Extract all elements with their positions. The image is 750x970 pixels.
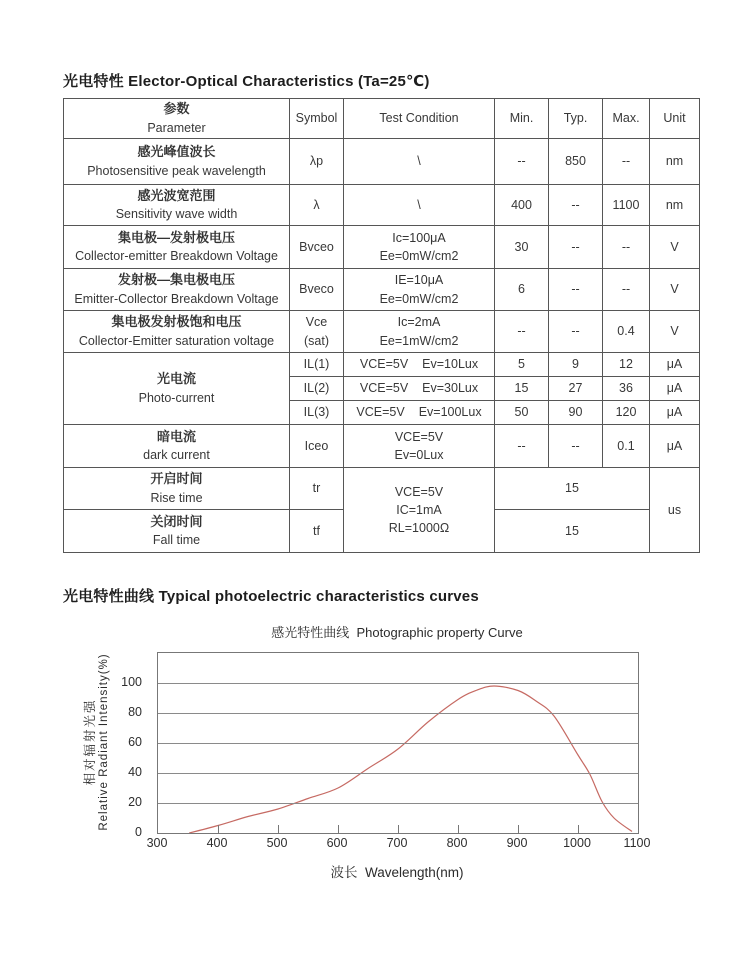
unit-cell: nm — [650, 139, 700, 185]
x-axis-label: 波长 Wavelength(nm) — [330, 865, 464, 880]
typ-cell: -- — [549, 269, 603, 311]
y-tick-label-100: 100 — [121, 675, 142, 689]
typ-cell: 27 — [549, 377, 603, 401]
typ-cell: -- — [549, 425, 603, 468]
min-cell: 30 — [495, 226, 549, 269]
symbol-cell: IL(1) — [290, 353, 344, 377]
param-cell: 开启时间 Rise time — [64, 468, 290, 510]
gridline-100 — [158, 683, 638, 684]
condition-cell: VCE=5V Ev=100Lux — [344, 401, 495, 425]
y-tick-label-80: 80 — [128, 705, 142, 719]
symbol-cell: IL(3) — [290, 401, 344, 425]
header-parameter: 参数 Parameter — [64, 99, 290, 139]
min-cell: 15 — [495, 377, 549, 401]
x-tick-mark-600 — [338, 825, 339, 833]
condition-cell: Ic=2mA Ee=1mW/cm2 — [344, 311, 495, 353]
max-cell: 36 — [603, 377, 650, 401]
x-tick-mark-500 — [278, 825, 279, 833]
param-cell: 感光波宽范围 Sensitivity wave width — [64, 185, 290, 226]
min-cell: 400 — [495, 185, 549, 226]
plot-area — [157, 652, 639, 834]
unit-cell: V — [650, 311, 700, 353]
x-tick-mark-700 — [398, 825, 399, 833]
symbol-cell: Vce (sat) — [290, 311, 344, 353]
table-row — [64, 269, 700, 311]
x-tick-label-300: 300 — [146, 836, 168, 850]
table-row — [64, 425, 700, 468]
param-cell: 关闭时间 Fall time — [64, 510, 290, 553]
symbol-cell: Bveco — [290, 269, 344, 311]
symbol-cell: Iceo — [290, 425, 344, 468]
value-cell-rise: 15 — [495, 468, 650, 510]
gridline-40 — [158, 773, 638, 774]
min-cell: -- — [495, 139, 549, 185]
value-cell-fall: 15 — [495, 510, 650, 553]
min-cell: -- — [495, 311, 549, 353]
max-cell: 12 — [603, 353, 650, 377]
gridline-80 — [158, 713, 638, 714]
y-axis-label-en: Relative Radiant Intensity(%) — [98, 653, 110, 831]
table-row — [64, 353, 700, 377]
max-cell: -- — [603, 226, 650, 269]
max-cell: -- — [603, 139, 650, 185]
electro-optical-section-title: 光电特性 Elector-Optical Characteristics (Ta=25℃) — [63, 73, 430, 90]
y-tick-label-40: 40 — [128, 765, 142, 779]
unit-cell: μA — [650, 401, 700, 425]
unit-cell: μA — [650, 353, 700, 377]
x-tick-mark-800 — [458, 825, 459, 833]
param-cell: 感光峰值波长 Photosensitive peak wavelength — [64, 139, 290, 185]
header-min: Min. — [495, 99, 549, 139]
condition-cell: \ — [344, 139, 495, 185]
param-cell: 发射极—集电极电压 Emitter-Collector Breakdown Voltage — [64, 269, 290, 311]
min-cell: 5 — [495, 353, 549, 377]
symbol-cell: Bvceo — [290, 226, 344, 269]
condition-cell: \ — [344, 185, 495, 226]
min-cell: 50 — [495, 401, 549, 425]
condition-cell: VCE=5V Ev=30Lux — [344, 377, 495, 401]
unit-cell-time: us — [650, 468, 700, 553]
param-cell: 集电极发射极饱和电压 Collector-Emitter saturation voltage — [64, 311, 290, 353]
x-tick-label-500: 500 — [266, 836, 288, 850]
unit-cell: V — [650, 269, 700, 311]
gridline-60 — [158, 743, 638, 744]
typ-cell: 850 — [549, 139, 603, 185]
table-header-row — [64, 99, 700, 139]
header-symbol: Symbol — [290, 99, 344, 139]
symbol-cell: tf — [290, 510, 344, 553]
min-cell: 6 — [495, 269, 549, 311]
table-row — [64, 185, 700, 226]
x-tick-label-700: 700 — [386, 836, 408, 850]
max-cell: 0.4 — [603, 311, 650, 353]
y-axis-label-cn: 相对辐射光强 — [83, 698, 97, 786]
electro-optical-characteristics-table — [63, 98, 700, 553]
min-cell: -- — [495, 425, 549, 468]
max-cell: 120 — [603, 401, 650, 425]
header-typ: Typ. — [549, 99, 603, 139]
x-tick-label-600: 600 — [326, 836, 348, 850]
y-tick-label-20: 20 — [128, 795, 142, 809]
x-tick-label-900: 900 — [506, 836, 528, 850]
param-cell-photo-current: 光电流 Photo-current — [64, 353, 290, 425]
x-tick-label-1100: 1100 — [623, 836, 651, 850]
header-max: Max. — [603, 99, 650, 139]
chart-title: 感光特性曲线 Photographic property Curve — [271, 625, 523, 640]
max-cell: -- — [603, 269, 650, 311]
table-row — [64, 468, 700, 510]
condition-cell: IE=10μA Ee=0mW/cm2 — [344, 269, 495, 311]
header-unit: Unit — [650, 99, 700, 139]
typ-cell: -- — [549, 185, 603, 226]
unit-cell: μA — [650, 425, 700, 468]
unit-cell: nm — [650, 185, 700, 226]
x-tick-mark-900 — [518, 825, 519, 833]
gridline-20 — [158, 803, 638, 804]
symbol-cell: λ — [290, 185, 344, 226]
x-tick-label-400: 400 — [206, 836, 228, 850]
param-cell: 暗电流 dark current — [64, 425, 290, 468]
condition-cell: VCE=5V Ev=10Lux — [344, 353, 495, 377]
response-curve — [189, 686, 632, 833]
x-tick-label-1000: 1000 — [563, 836, 591, 850]
unit-cell: V — [650, 226, 700, 269]
curves-section-title: 光电特性曲线 Typical photoelectric characteristics curves — [63, 588, 479, 605]
param-cell: 集电极—发射极电压 Collector-emitter Breakdown Voltage — [64, 226, 290, 269]
x-tick-label-800: 800 — [446, 836, 468, 850]
header-test-condition: Test Condition — [344, 99, 495, 139]
typ-cell: 90 — [549, 401, 603, 425]
symbol-cell: λp — [290, 139, 344, 185]
condition-cell: VCE=5V Ev=0Lux — [344, 425, 495, 468]
condition-cell: Ic=100μA Ee=0mW/cm2 — [344, 226, 495, 269]
y-tick-label-60: 60 — [128, 735, 142, 749]
table-row — [64, 139, 700, 185]
condition-cell-rise-fall: VCE=5V IC=1mA RL=1000Ω — [344, 468, 495, 553]
max-cell: 0.1 — [603, 425, 650, 468]
y-tick-label-0: 0 — [135, 825, 142, 839]
symbol-cell: tr — [290, 468, 344, 510]
typ-cell: -- — [549, 311, 603, 353]
max-cell: 1100 — [603, 185, 650, 226]
typ-cell: -- — [549, 226, 603, 269]
typ-cell: 9 — [549, 353, 603, 377]
unit-cell: μA — [650, 377, 700, 401]
symbol-cell: IL(2) — [290, 377, 344, 401]
table-row — [64, 226, 700, 269]
table-row — [64, 311, 700, 353]
x-tick-mark-400 — [218, 825, 219, 833]
x-tick-mark-1000 — [578, 825, 579, 833]
